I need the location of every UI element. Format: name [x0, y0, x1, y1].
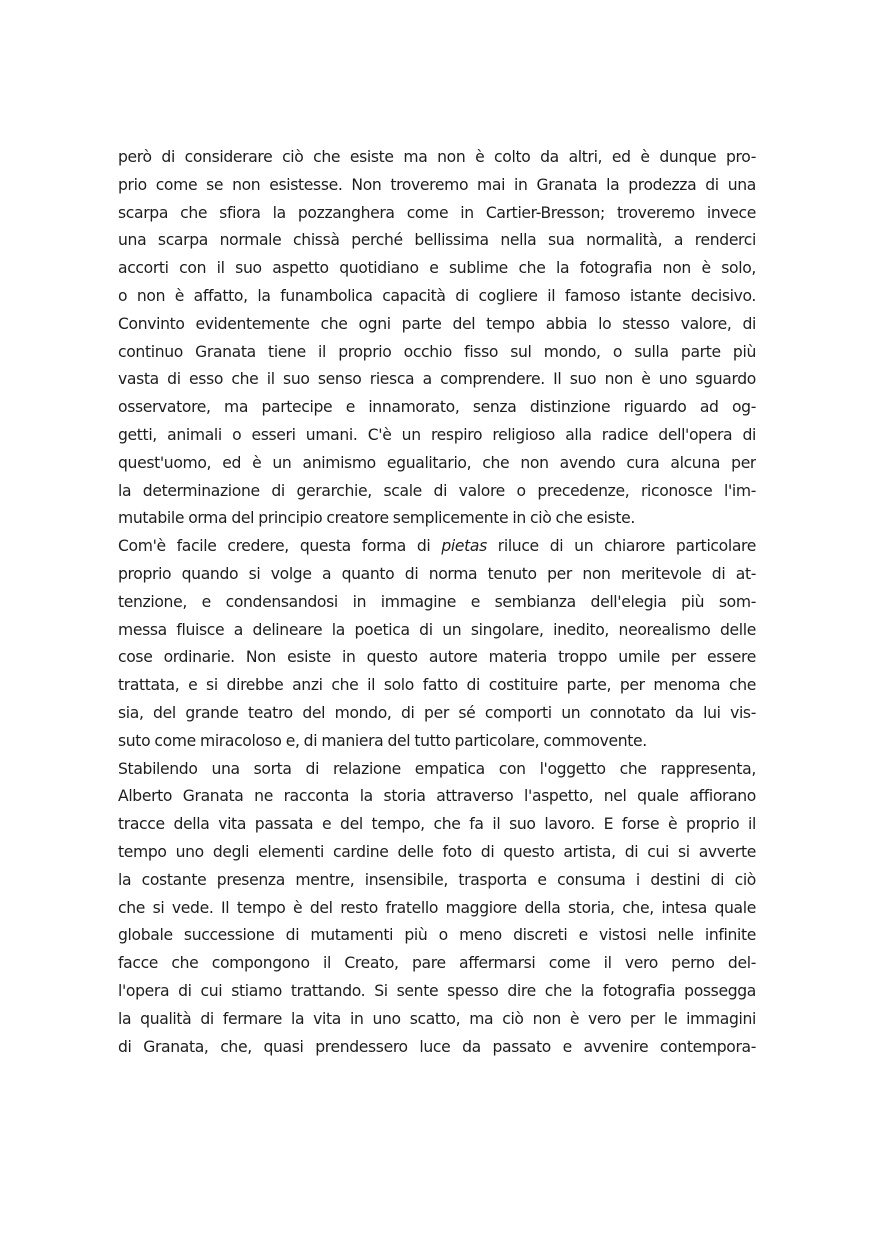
text-line: accorti con il suo aspetto quotidiano e sublime che la fotografia non è solo, — [118, 259, 756, 278]
paragraph-1 — [118, 144, 756, 533]
text-line: suto come miracoloso e, di maniera del tutto particolare, commovente. — [118, 731, 647, 750]
text-line: cose ordinarie. Non esiste in questo autore materia troppo umile per essere — [118, 648, 756, 667]
text-line: facce che compongono il Creato, pare affermarsi come il vero perno del- — [118, 954, 756, 973]
text-line: trattata, e si direbbe anzi che il solo fatto di costituire parte, per menoma che — [118, 676, 756, 695]
text-line: però di considerare ciò che esiste ma non è colto da altri, ed è dunque pro- — [118, 148, 756, 166]
text-line: mutabile orma del principio creatore semplicemente in ciò che esiste. — [118, 509, 635, 528]
text-line: messa fluisce a delineare la poetica di un singolare, inedito, neorealismo delle — [118, 620, 756, 639]
text-line: tracce della vita passata e del tempo, che fa il suo lavoro. E forse è proprio il — [118, 815, 756, 834]
text-line: la determinazione di gerarchie, scale di valore o precedenze, riconosce l'im- — [118, 481, 756, 500]
text-line: Convinto evidentemente che ogni parte del tempo abbia lo stesso valore, di — [118, 314, 756, 333]
text-line: tenzione, e condensandosi in immagine e sembianza dell'elegia più som- — [118, 592, 756, 611]
text-span: riluce di un chiarore particolare — [486, 537, 756, 556]
text-line: sia, del grande teatro del mondo, di per sé comporti un connotato da lui vis- — [118, 703, 756, 722]
text-line: Stabilendo una sorta di relazione empatica con l'oggetto che rappresenta, — [118, 759, 756, 778]
paragraph-3 — [118, 756, 756, 1062]
text-line: l'opera di cui stiamo trattando. Si sente spesso dire che la fotografia possegga — [118, 981, 756, 1000]
text-line: Alberto Granata ne racconta la storia attraverso l'aspetto, nel quale affiorano — [118, 787, 756, 806]
text-line: proprio quando si volge a quanto di norma tenuto per non meritevole di at- — [118, 564, 756, 583]
text-line — [118, 533, 756, 561]
italic-term: pietas — [441, 537, 487, 556]
text-line: vasta di esso che il suo senso riesca a comprendere. Il suo non è uno sguardo — [118, 370, 756, 389]
text-line: prio come se non esistesse. Non troveremo mai in Granata la prodezza di una — [118, 175, 756, 194]
text-line: getti, animali o esseri umani. C'è un respiro religioso alla radice dell'opera di — [118, 425, 756, 444]
paragraph-2 — [118, 533, 756, 755]
text-line: o non è affatto, la funambolica capacità di cogliere il famoso istante decisivo. — [118, 286, 756, 305]
text-line: globale successione di mutamenti più o meno discreti e vistosi nelle infinite — [118, 926, 756, 945]
text-span: Com'è facile credere, questa forma di — [118, 537, 442, 556]
text-line: quest'uomo, ed è un animismo egualitario, che non avendo cura alcuna per — [118, 453, 756, 472]
text-line: la qualità di fermare la vita in uno scatto, ma ciò non è vero per le immagini — [118, 1009, 756, 1028]
text-line: continuo Granata tiene il proprio occhio fisso sul mondo, o sulla parte più — [118, 342, 756, 361]
text-line: di Granata, che, quasi prendessero luce da passato e avvenire contempora- — [118, 1037, 756, 1056]
text-line: una scarpa normale chissà perché bellissima nella sua normalità, a renderci — [118, 231, 756, 250]
text-line: che si vede. Il tempo è del resto fratello maggiore della storia, che, intesa quale — [118, 898, 756, 917]
text-line: tempo uno degli elementi cardine delle foto di questo artista, di cui si avverte — [118, 842, 756, 861]
text-line: scarpa che sfiora la pozzanghera come in Cartier-Bresson; troveremo invece — [118, 203, 756, 222]
body-text — [118, 144, 756, 1061]
text-line: osservatore, ma partecipe e innamorato, senza distinzione riguardo ad og- — [118, 398, 756, 417]
text-line: la costante presenza mentre, insensibile, trasporta e consuma i destini di ciò — [118, 870, 756, 889]
